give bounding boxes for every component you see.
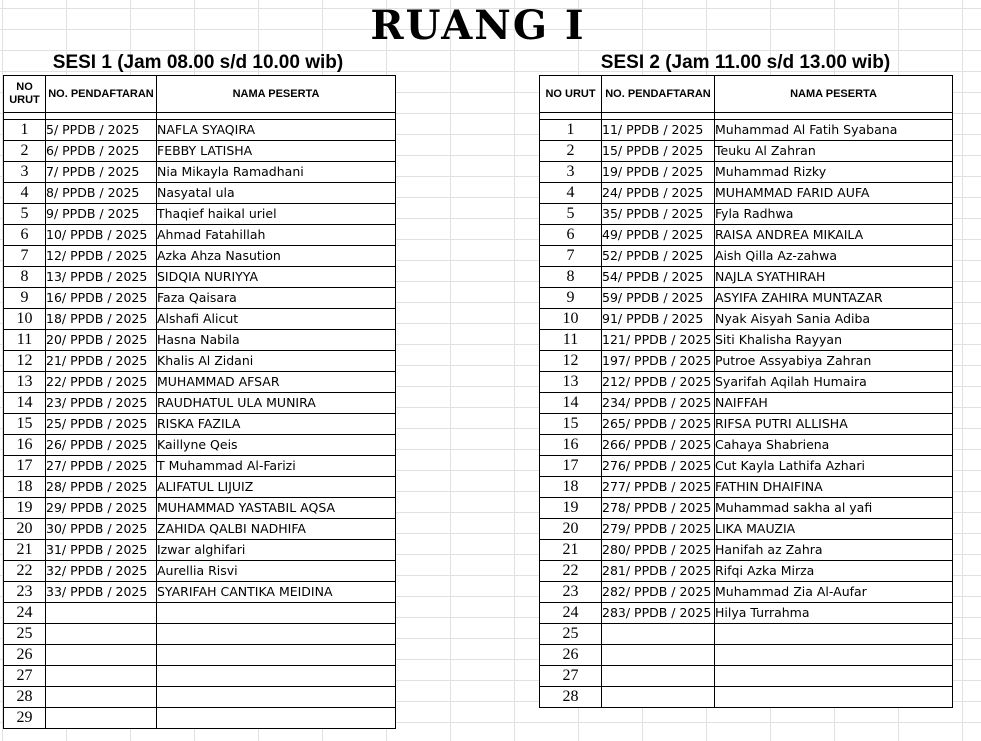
no-urut-cell: 3 xyxy=(540,162,602,183)
no-pendaftaran-cell: 281/ PPDB / 2025 xyxy=(602,561,715,582)
table-row xyxy=(4,267,396,288)
no-urut-cell: 5 xyxy=(4,204,46,225)
no-urut-cell: 19 xyxy=(540,498,602,519)
nama-peserta-cell: ASYIFA ZAHIRA MUNTAZAR xyxy=(715,288,953,309)
table-row xyxy=(540,372,953,393)
no-urut-cell: 1 xyxy=(540,120,602,141)
no-pendaftaran-cell xyxy=(46,687,157,708)
no-urut-cell: 24 xyxy=(4,603,46,624)
table-row xyxy=(540,540,953,561)
no-urut-cell: 27 xyxy=(540,666,602,687)
col-header-no-urut: NO URUT xyxy=(4,76,46,113)
col-header-nama-peserta: NAMA PESERTA xyxy=(157,76,396,113)
no-pendaftaran-cell: 121/ PPDB / 2025 xyxy=(602,330,715,351)
no-urut-cell: 21 xyxy=(4,540,46,561)
table-row xyxy=(540,519,953,540)
no-pendaftaran-cell: 280/ PPDB / 2025 xyxy=(602,540,715,561)
no-pendaftaran-cell: 20/ PPDB / 2025 xyxy=(46,330,157,351)
no-pendaftaran-cell: 21/ PPDB / 2025 xyxy=(46,351,157,372)
no-pendaftaran-cell: 52/ PPDB / 2025 xyxy=(602,246,715,267)
nama-peserta-cell xyxy=(715,645,953,666)
nama-peserta-cell xyxy=(157,708,396,729)
nama-peserta-cell: LIKA MAUZIA xyxy=(715,519,953,540)
table-row xyxy=(4,561,396,582)
table-row xyxy=(4,372,396,393)
table-row xyxy=(540,498,953,519)
table-row xyxy=(540,645,953,666)
no-urut-cell: 2 xyxy=(540,141,602,162)
no-urut-cell: 22 xyxy=(4,561,46,582)
no-pendaftaran-cell: 278/ PPDB / 2025 xyxy=(602,498,715,519)
table-row xyxy=(4,519,396,540)
no-urut-cell: 4 xyxy=(4,183,46,204)
no-pendaftaran-cell: 16/ PPDB / 2025 xyxy=(46,288,157,309)
no-pendaftaran-cell: 24/ PPDB / 2025 xyxy=(602,183,715,204)
no-urut-cell: 7 xyxy=(540,246,602,267)
no-pendaftaran-cell: 212/ PPDB / 2025 xyxy=(602,372,715,393)
table-row xyxy=(4,582,396,603)
table-row xyxy=(540,351,953,372)
no-pendaftaran-cell: 27/ PPDB / 2025 xyxy=(46,456,157,477)
no-pendaftaran-cell xyxy=(602,687,715,708)
no-urut-cell: 14 xyxy=(4,393,46,414)
no-pendaftaran-cell: 12/ PPDB / 2025 xyxy=(46,246,157,267)
table-row xyxy=(4,351,396,372)
no-pendaftaran-cell xyxy=(602,645,715,666)
table-row xyxy=(540,435,953,456)
no-pendaftaran-cell: 91/ PPDB / 2025 xyxy=(602,309,715,330)
nama-peserta-cell xyxy=(715,666,953,687)
nama-peserta-cell: Cahaya Shabriena xyxy=(715,435,953,456)
nama-peserta-cell: Nasyatal ula xyxy=(157,183,396,204)
nama-peserta-cell: Teuku Al Zahran xyxy=(715,141,953,162)
table-row xyxy=(4,456,396,477)
no-pendaftaran-cell: 59/ PPDB / 2025 xyxy=(602,288,715,309)
table-row xyxy=(540,456,953,477)
table-row xyxy=(540,183,953,204)
table-row xyxy=(540,225,953,246)
table-row xyxy=(540,162,953,183)
sesi-2-table xyxy=(539,75,953,708)
no-urut-cell: 24 xyxy=(540,603,602,624)
table-row xyxy=(540,120,953,141)
no-urut-cell: 11 xyxy=(4,330,46,351)
nama-peserta-cell: Siti Khalisha Rayyan xyxy=(715,330,953,351)
no-urut-cell: 10 xyxy=(4,309,46,330)
sesi-1-table xyxy=(3,75,396,729)
no-pendaftaran-cell: 277/ PPDB / 2025 xyxy=(602,477,715,498)
nama-peserta-cell: MUHAMMAD FARID AUFA xyxy=(715,183,953,204)
table-row xyxy=(4,120,396,141)
no-urut-cell: 15 xyxy=(4,414,46,435)
no-urut-cell: 28 xyxy=(4,687,46,708)
page-title: RUANG I xyxy=(370,2,586,49)
no-pendaftaran-cell xyxy=(46,708,157,729)
no-pendaftaran-cell: 22/ PPDB / 2025 xyxy=(46,372,157,393)
no-urut-cell: 11 xyxy=(540,330,602,351)
table-row xyxy=(4,708,396,729)
nama-peserta-cell: ALIFATUL LIJUIZ xyxy=(157,477,396,498)
nama-peserta-cell: Muhammad Rizky xyxy=(715,162,953,183)
nama-peserta-cell: RISKA FAZILA xyxy=(157,414,396,435)
no-pendaftaran-cell: 29/ PPDB / 2025 xyxy=(46,498,157,519)
no-urut-cell: 9 xyxy=(4,288,46,309)
nama-peserta-cell: Ahmad Fatahillah xyxy=(157,225,396,246)
nama-peserta-cell: Aish Qilla Az-zahwa xyxy=(715,246,953,267)
no-urut-cell: 23 xyxy=(540,582,602,603)
sesi-1-heading: SESI 1 (Jam 08.00 s/d 10.00 wib) xyxy=(52,52,344,73)
no-urut-cell: 13 xyxy=(540,372,602,393)
nama-peserta-cell: Faza Qaisara xyxy=(157,288,396,309)
no-pendaftaran-cell: 33/ PPDB / 2025 xyxy=(46,582,157,603)
no-urut-cell: 20 xyxy=(540,519,602,540)
nama-peserta-cell: Khalis Al Zidani xyxy=(157,351,396,372)
nama-peserta-cell: FEBBY LATISHA xyxy=(157,141,396,162)
no-pendaftaran-cell: 9/ PPDB / 2025 xyxy=(46,204,157,225)
no-pendaftaran-cell: 283/ PPDB / 2025 xyxy=(602,603,715,624)
no-pendaftaran-cell: 234/ PPDB / 2025 xyxy=(602,393,715,414)
table-row xyxy=(4,225,396,246)
no-urut-cell: 8 xyxy=(540,267,602,288)
table-row xyxy=(540,288,953,309)
table-row xyxy=(4,141,396,162)
table-row xyxy=(4,393,396,414)
table-row xyxy=(4,540,396,561)
nama-peserta-cell: T Muhammad Al-Farizi xyxy=(157,456,396,477)
table-row xyxy=(540,624,953,645)
table-row xyxy=(4,645,396,666)
nama-peserta-cell: Rifqi Azka Mirza xyxy=(715,561,953,582)
nama-peserta-cell: SYARIFAH CANTIKA MEIDINA xyxy=(157,582,396,603)
no-pendaftaran-cell: 49/ PPDB / 2025 xyxy=(602,225,715,246)
no-pendaftaran-cell xyxy=(46,603,157,624)
no-pendaftaran-cell xyxy=(602,666,715,687)
no-pendaftaran-cell xyxy=(46,624,157,645)
no-urut-cell: 6 xyxy=(4,225,46,246)
nama-peserta-cell: RAUDHATUL ULA MUNIRA xyxy=(157,393,396,414)
no-pendaftaran-cell: 7/ PPDB / 2025 xyxy=(46,162,157,183)
no-urut-cell: 13 xyxy=(4,372,46,393)
table-row xyxy=(4,624,396,645)
no-pendaftaran-cell: 276/ PPDB / 2025 xyxy=(602,456,715,477)
no-urut-cell: 12 xyxy=(540,351,602,372)
nama-peserta-cell: NAFLA SYAQIRA xyxy=(157,120,396,141)
nama-peserta-cell: Syarifah Aqilah Humaira xyxy=(715,372,953,393)
no-urut-cell: 21 xyxy=(540,540,602,561)
nama-peserta-cell: Alshafi Alicut xyxy=(157,309,396,330)
nama-peserta-cell xyxy=(157,645,396,666)
no-urut-cell: 22 xyxy=(540,561,602,582)
nama-peserta-cell xyxy=(157,687,396,708)
nama-peserta-cell: NAJLA SYATHIRAH xyxy=(715,267,953,288)
no-pendaftaran-cell: 5/ PPDB / 2025 xyxy=(46,120,157,141)
nama-peserta-cell: Hanifah az Zahra xyxy=(715,540,953,561)
table-row xyxy=(540,330,953,351)
no-urut-cell: 7 xyxy=(4,246,46,267)
no-urut-cell: 17 xyxy=(4,456,46,477)
no-urut-cell: 16 xyxy=(540,435,602,456)
table-row xyxy=(4,435,396,456)
no-pendaftaran-cell: 8/ PPDB / 2025 xyxy=(46,183,157,204)
table-row xyxy=(4,204,396,225)
no-urut-cell: 26 xyxy=(540,645,602,666)
no-urut-cell: 2 xyxy=(4,141,46,162)
no-pendaftaran-cell: 28/ PPDB / 2025 xyxy=(46,477,157,498)
nama-peserta-cell: Putroe Assyabiya Zahran xyxy=(715,351,953,372)
nama-peserta-cell: Azka Ahza Nasution xyxy=(157,246,396,267)
no-pendaftaran-cell xyxy=(46,645,157,666)
table-row xyxy=(540,267,953,288)
nama-peserta-cell xyxy=(157,603,396,624)
table-row xyxy=(4,666,396,687)
no-pendaftaran-cell xyxy=(46,666,157,687)
no-pendaftaran-cell xyxy=(602,624,715,645)
no-urut-cell: 4 xyxy=(540,183,602,204)
table-row xyxy=(540,309,953,330)
no-pendaftaran-cell: 32/ PPDB / 2025 xyxy=(46,561,157,582)
no-pendaftaran-cell: 25/ PPDB / 2025 xyxy=(46,414,157,435)
no-pendaftaran-cell: 197/ PPDB / 2025 xyxy=(602,351,715,372)
no-urut-cell: 8 xyxy=(4,267,46,288)
table-row xyxy=(4,162,396,183)
nama-peserta-cell xyxy=(157,666,396,687)
table-row xyxy=(4,603,396,624)
no-urut-cell: 26 xyxy=(4,645,46,666)
table-row xyxy=(540,414,953,435)
nama-peserta-cell: Muhammad Al Fatih Syabana xyxy=(715,120,953,141)
table-row xyxy=(4,288,396,309)
no-urut-cell: 23 xyxy=(4,582,46,603)
col-header-nama-peserta: NAMA PESERTA xyxy=(715,76,953,113)
no-pendaftaran-cell: 13/ PPDB / 2025 xyxy=(46,267,157,288)
table-row xyxy=(4,309,396,330)
table-row xyxy=(540,393,953,414)
no-urut-cell: 17 xyxy=(540,456,602,477)
nama-peserta-cell: Cut Kayla Lathifa Azhari xyxy=(715,456,953,477)
nama-peserta-cell: MUHAMMAD AFSAR xyxy=(157,372,396,393)
no-urut-cell: 16 xyxy=(4,435,46,456)
no-pendaftaran-cell: 31/ PPDB / 2025 xyxy=(46,540,157,561)
col-header-no-pendaftaran: NO. PENDAFTARAN xyxy=(602,76,715,113)
nama-peserta-cell: Hasna Nabila xyxy=(157,330,396,351)
nama-peserta-cell: Kaillyne Qeis xyxy=(157,435,396,456)
nama-peserta-cell: Aurellia Risvi xyxy=(157,561,396,582)
table-row xyxy=(4,414,396,435)
no-urut-cell: 19 xyxy=(4,498,46,519)
no-urut-cell: 27 xyxy=(4,666,46,687)
table-row xyxy=(540,204,953,225)
nama-peserta-cell: ZAHIDA QALBI NADHIFA xyxy=(157,519,396,540)
no-pendaftaran-cell: 11/ PPDB / 2025 xyxy=(602,120,715,141)
no-pendaftaran-cell: 265/ PPDB / 2025 xyxy=(602,414,715,435)
table-row xyxy=(540,582,953,603)
nama-peserta-cell: FATHIN DHAIFINA xyxy=(715,477,953,498)
no-urut-cell: 14 xyxy=(540,393,602,414)
table-row xyxy=(540,687,953,708)
no-pendaftaran-cell: 26/ PPDB / 2025 xyxy=(46,435,157,456)
no-urut-cell: 9 xyxy=(540,288,602,309)
no-urut-cell: 12 xyxy=(4,351,46,372)
table-row xyxy=(540,477,953,498)
no-urut-cell: 5 xyxy=(540,204,602,225)
table-row xyxy=(4,330,396,351)
table-row xyxy=(4,687,396,708)
no-urut-cell: 15 xyxy=(540,414,602,435)
nama-peserta-cell xyxy=(157,624,396,645)
no-urut-cell: 6 xyxy=(540,225,602,246)
no-urut-cell: 25 xyxy=(540,624,602,645)
no-urut-cell: 25 xyxy=(4,624,46,645)
no-pendaftaran-cell: 266/ PPDB / 2025 xyxy=(602,435,715,456)
no-urut-cell: 18 xyxy=(4,477,46,498)
nama-peserta-cell: Muhammad sakha al yafi xyxy=(715,498,953,519)
nama-peserta-cell: RAISA ANDREA MIKAILA xyxy=(715,225,953,246)
table-row xyxy=(4,246,396,267)
no-pendaftaran-cell: 23/ PPDB / 2025 xyxy=(46,393,157,414)
nama-peserta-cell: Fyla Radhwa xyxy=(715,204,953,225)
no-urut-cell: 1 xyxy=(4,120,46,141)
nama-peserta-cell: Hilya Turrahma xyxy=(715,603,953,624)
no-urut-cell: 29 xyxy=(4,708,46,729)
no-urut-cell: 10 xyxy=(540,309,602,330)
no-urut-cell: 20 xyxy=(4,519,46,540)
table-row xyxy=(540,603,953,624)
sesi-2-heading: SESI 2 (Jam 11.00 s/d 13.00 wib) xyxy=(600,52,891,73)
table-row xyxy=(4,183,396,204)
no-pendaftaran-cell: 10/ PPDB / 2025 xyxy=(46,225,157,246)
nama-peserta-cell: Izwar alghifari xyxy=(157,540,396,561)
table-row xyxy=(540,561,953,582)
col-header-no-urut: NO URUT xyxy=(540,76,602,113)
nama-peserta-cell: MUHAMMAD YASTABIL AQSA xyxy=(157,498,396,519)
no-urut-cell: 18 xyxy=(540,477,602,498)
no-pendaftaran-cell: 18/ PPDB / 2025 xyxy=(46,309,157,330)
no-pendaftaran-cell: 30/ PPDB / 2025 xyxy=(46,519,157,540)
no-pendaftaran-cell: 54/ PPDB / 2025 xyxy=(602,267,715,288)
no-pendaftaran-cell: 279/ PPDB / 2025 xyxy=(602,519,715,540)
nama-peserta-cell: Muhammad Zia Al-Aufar xyxy=(715,582,953,603)
no-pendaftaran-cell: 15/ PPDB / 2025 xyxy=(602,141,715,162)
nama-peserta-cell: SIDQIA NURIYYA xyxy=(157,267,396,288)
no-urut-cell: 3 xyxy=(4,162,46,183)
table-row xyxy=(540,141,953,162)
no-urut-cell: 28 xyxy=(540,687,602,708)
nama-peserta-cell: Thaqief haikal uriel xyxy=(157,204,396,225)
col-header-no-pendaftaran: NO. PENDAFTARAN xyxy=(46,76,157,113)
no-pendaftaran-cell: 282/ PPDB / 2025 xyxy=(602,582,715,603)
table-row xyxy=(540,246,953,267)
table-row xyxy=(540,666,953,687)
nama-peserta-cell: NAIFFAH xyxy=(715,393,953,414)
table-row xyxy=(4,498,396,519)
nama-peserta-cell: Nyak Aisyah Sania Adiba xyxy=(715,309,953,330)
nama-peserta-cell: RIFSA PUTRI ALLISHA xyxy=(715,414,953,435)
nama-peserta-cell xyxy=(715,687,953,708)
nama-peserta-cell: Nia Mikayla Ramadhani xyxy=(157,162,396,183)
no-pendaftaran-cell: 35/ PPDB / 2025 xyxy=(602,204,715,225)
no-pendaftaran-cell: 6/ PPDB / 2025 xyxy=(46,141,157,162)
table-row xyxy=(4,477,396,498)
no-pendaftaran-cell: 19/ PPDB / 2025 xyxy=(602,162,715,183)
nama-peserta-cell xyxy=(715,624,953,645)
